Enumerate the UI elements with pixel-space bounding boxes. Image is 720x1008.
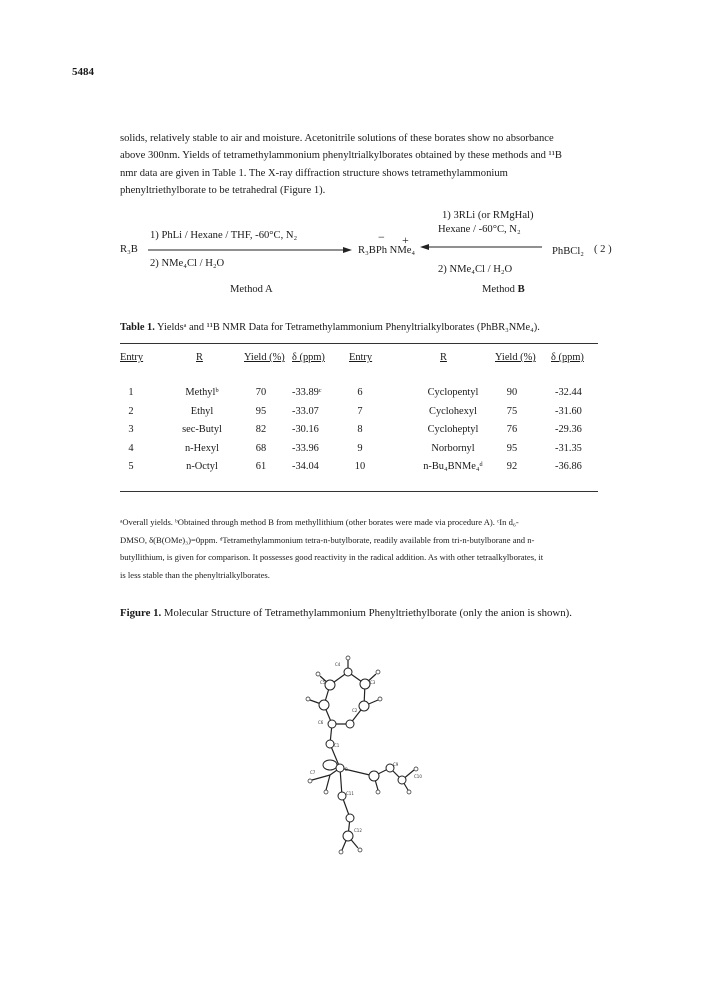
cell-shift-2: -36.86	[555, 461, 582, 472]
molecular-structure-figure	[290, 640, 440, 880]
cell-entry-2: 9	[357, 442, 363, 454]
footnote-line: butyllithium, is given for comparison. It possesses good reactivity in the radical addition. As with other tetraalkylborates, it	[120, 552, 544, 562]
col-header-r-2: R	[440, 352, 447, 363]
cell-r: Ethyl	[190, 405, 214, 417]
method-b-step1b: Hexane / -60°C, N₂	[438, 224, 521, 235]
method-b-label	[482, 284, 525, 295]
col-header-entry-2: Entry	[349, 352, 373, 363]
table-caption-label: Table 1.	[120, 322, 155, 333]
footnote-line: ᵃOverall yields. ᵇObtained through method B from methyllithium (other borates were made via procedure A). ᶜIn d₆-	[120, 517, 519, 527]
figure-caption-label: Figure 1.	[120, 607, 162, 619]
cell-r-2: n-Bu₄BNMe₄ᵈ	[423, 461, 483, 472]
footnote-line: DMSO, δ(B(OMe)₃)=0ppm. ᵈTetramethylammonium tetra-n-butylborate, readily available from tri-n-butylborane and n-	[120, 534, 535, 545]
method-a-arrow	[148, 246, 352, 254]
method-b-label-bold: B	[517, 284, 525, 295]
cell-r: sec-Butyl	[182, 424, 222, 435]
reaction-scheme	[120, 208, 610, 318]
cell-shift: -33.96	[292, 442, 319, 454]
col-header-yield-2: Yield (%)	[495, 352, 536, 363]
cell-yield: 82	[255, 424, 267, 435]
cell-shift: -30.16	[292, 424, 319, 435]
cell-r: n-Octyl	[186, 461, 218, 472]
cell-yield: 68	[255, 442, 267, 454]
reactant-r3b: R₃B	[120, 244, 138, 255]
method-b-step2: 2) NMe₄Cl / H₂O	[438, 264, 513, 275]
atom-label: C6	[318, 720, 324, 725]
figure-caption	[120, 604, 598, 622]
cell-yield: 61	[255, 461, 267, 472]
equation-number: ( 2 )	[594, 244, 612, 255]
table-caption	[120, 322, 540, 333]
cell-yield-2: 76	[506, 424, 518, 435]
cell-yield-2: 75	[506, 405, 518, 417]
atom-label: C5	[320, 680, 326, 685]
atom-label: C7	[310, 770, 316, 775]
method-b-step1a: 1) 3RLi (or RMgHal)	[442, 210, 534, 221]
col-header-yield: Yield (%)	[244, 352, 285, 363]
cell-yield-2: 95	[506, 442, 518, 454]
cell-shift: -33.89ᶜ	[292, 387, 322, 398]
cell-entry: 3	[128, 424, 134, 435]
cell-r-2: Cyclohexyl	[429, 405, 477, 417]
col-header-r: R	[196, 352, 203, 363]
cell-r: n-Hexyl	[184, 442, 220, 454]
cell-r: Methylᵇ	[185, 387, 219, 398]
atom-label: B	[345, 767, 348, 772]
table-top-rule	[120, 343, 598, 344]
atom-label: C9	[393, 762, 399, 767]
reactant-phbcl2: PhBCl₂	[552, 246, 584, 257]
cell-shift: -34.04	[292, 461, 319, 472]
charge-minus: −	[378, 230, 385, 244]
cell-entry: 4	[128, 442, 134, 454]
atom-label: C4	[335, 662, 341, 667]
col-header-shift: δ (ppm)	[292, 352, 325, 363]
atom-label: C1	[334, 743, 340, 748]
cell-yield: 95	[255, 405, 267, 417]
table-caption-text: Yieldsᵃ and ¹¹B NMR Data for Tetramethylammonium Phenyltrialkylborates (PhBR₃NMe₄).	[154, 322, 540, 333]
page-number: 5484	[72, 66, 94, 78]
intro-line: above 300nm. Yields of tetramethylammonium phenyltrialkylborates obtained by these methods and ¹¹B	[120, 150, 562, 162]
intro-line: nmr data are given in Table 1. The X-ray diffraction structure shows tetramethylammonium	[120, 167, 508, 179]
cell-r-2: Norbornyl	[431, 442, 475, 454]
atom-label: C10	[414, 774, 422, 779]
method-a-step2: 2) NMe₄Cl / H₂O	[150, 258, 225, 269]
product-borate: R₃BPh NMe₄	[358, 245, 416, 256]
atom-label: C2	[352, 708, 358, 713]
cell-entry: 1	[128, 387, 134, 398]
table-footnotes	[120, 514, 600, 584]
cell-entry-2: 10	[354, 461, 366, 472]
footnote-line: is less stable than the phenyltrialkylborates.	[120, 569, 270, 580]
col-header-shift-2: δ (ppm)	[551, 352, 584, 363]
cell-yield-2: 90	[506, 387, 518, 398]
table-bottom-rule	[120, 491, 598, 492]
col-header-entry: Entry	[120, 352, 144, 363]
cell-entry-2: 6	[357, 387, 363, 398]
method-b-label-prefix: Method	[482, 284, 518, 295]
cell-r-2: Cyclopentyl	[427, 387, 479, 398]
atom-label: C11	[346, 791, 354, 796]
cell-entry-2: 8	[357, 424, 363, 435]
cell-shift-2: -31.35	[555, 442, 582, 454]
cell-entry: 5	[128, 461, 134, 472]
method-a-label: Method A	[230, 284, 273, 295]
cell-yield-2: 92	[506, 461, 518, 472]
intro-line: solids, relatively stable to air and moisture. Acetonitrile solutions of these borates show no absorbance	[120, 133, 554, 144]
cell-shift-2: -31.60	[555, 405, 582, 417]
atom-label: C3	[370, 680, 376, 685]
cell-shift-2: -29.36	[555, 424, 582, 435]
figure-caption-text: Molecular Structure of Tetramethylammonium Phenyltriethylborate (only the anion is shown).	[161, 607, 572, 619]
atom-label: C12	[354, 828, 362, 833]
charge-plus: +	[402, 233, 409, 247]
method-a-step1: 1) PhLi / Hexane / THF, -60°C, N₂	[150, 230, 298, 241]
cell-shift-2: -32.44	[555, 387, 582, 398]
cell-entry: 2	[128, 405, 134, 417]
cell-shift: -33.07	[292, 405, 319, 417]
cell-yield: 70	[255, 387, 267, 398]
intro-paragraph	[120, 130, 598, 200]
method-b-arrow	[420, 243, 542, 251]
cell-r-2: Cycloheptyl	[427, 424, 479, 435]
cell-entry-2: 7	[357, 405, 363, 417]
intro-line: phenyltriethylborate to be tetrahedral (Figure 1).	[120, 185, 326, 197]
